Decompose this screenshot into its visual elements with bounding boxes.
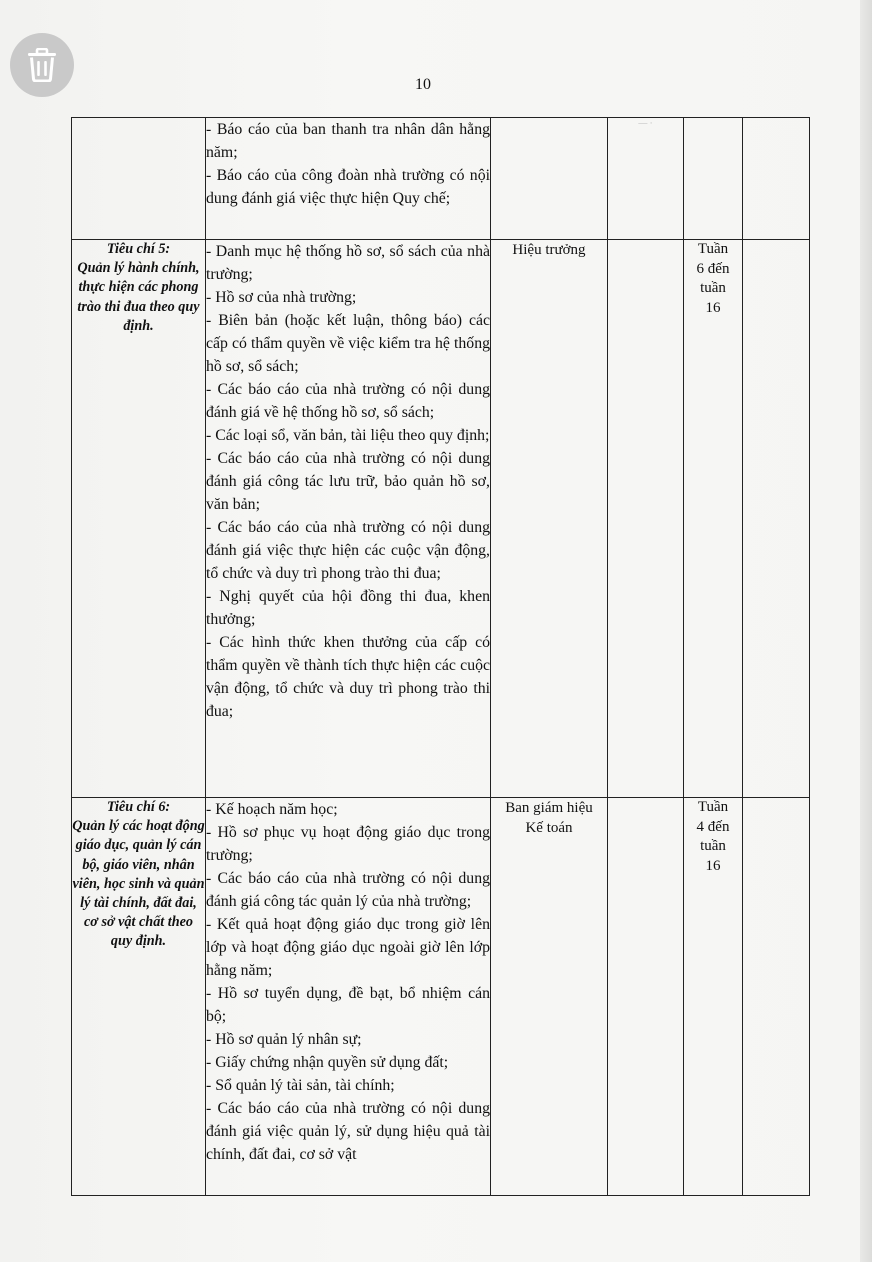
responsible-cell <box>491 798 608 1196</box>
evidence-cell <box>206 240 491 798</box>
notes-cell <box>743 798 810 1196</box>
blank-cell <box>608 798 684 1196</box>
responsible-line: Ban giám hiệu <box>505 800 593 816</box>
evidence-item: - Kế hoạch năm học; <box>206 801 338 818</box>
responsible-line: Hiệu trưởng <box>512 242 586 258</box>
timeline-cell <box>684 240 743 798</box>
table-row <box>72 240 810 798</box>
criterion-text: Quản lý các hoạt động giáo dục, quản lý cán bộ, giáo viên, nhân viên, học sinh và quản lý tài chính, đất đai, cơ sở vật chất theo quy định. <box>72 818 205 950</box>
evidence-item: - Các báo cáo của nhà trường có nội dung đánh giá về hệ thống hồ sơ, sổ sách; <box>206 381 490 421</box>
timeline-cell <box>684 798 743 1196</box>
timeline-line: Tuần <box>697 241 729 257</box>
evidence-item: - Hồ sơ tuyển dụng, đề bạt, bổ nhiệm cán bộ; <box>206 985 490 1025</box>
evidence-item: - Danh mục hệ thống hồ sơ, sổ sách của nhà trường; <box>206 243 490 283</box>
criterion-label: Tiêu chí 6: <box>106 799 171 815</box>
table-row <box>72 118 810 240</box>
notes-cell <box>743 240 810 798</box>
criteria-table <box>71 117 810 1196</box>
table-row <box>72 798 810 1196</box>
timeline-line: Tuần <box>697 799 729 815</box>
responsible-line: Kế toán <box>525 820 573 836</box>
evidence-item: - Hồ sơ phục vụ hoạt động giáo dục trong trường; <box>206 824 490 864</box>
evidence-item: - Biên bản (hoặc kết luận, thông báo) các cấp có thẩm quyền về việc kiểm tra hệ thống hồ sơ, sổ sách; <box>206 312 490 375</box>
criterion-cell <box>72 240 206 798</box>
evidence-item: - Nghị quyết của hội đồng thi đua, khen thưởng; <box>206 588 490 628</box>
criterion-cell <box>72 118 206 240</box>
blank-cell <box>608 240 684 798</box>
timeline-line: 16 <box>705 299 721 316</box>
timeline-line: 16 <box>705 857 721 874</box>
evidence-item: - Kết quả hoạt động giáo dục trong giờ lên lớp và hoạt động giáo dục ngoài giờ lên lớp hằng năm; <box>206 916 490 979</box>
evidence-item: - Sổ quản lý tài sản, tài chính; <box>206 1077 395 1094</box>
blank-cell <box>608 118 684 240</box>
criterion-label: Tiêu chí 5: <box>106 241 171 257</box>
evidence-item: - Hồ sơ quản lý nhân sự; <box>206 1031 362 1048</box>
notes-cell <box>743 118 810 240</box>
evidence-item: - Các hình thức khen thưởng của cấp có thẩm quyền về thành tích thực hiện các cuộc vận động, tổ chức và duy trì phong trào thi đua; <box>206 634 490 720</box>
evidence-item: - Hồ sơ của nhà trường; <box>206 289 357 306</box>
evidence-item: - Các báo cáo của nhà trường có nội dung đánh giá việc thực hiện các cuộc vận động, tổ chức và duy trì phong trào thi đua; <box>206 519 490 582</box>
evidence-item: - Các loại sổ, văn bản, tài liệu theo quy định; <box>206 427 490 444</box>
timeline-line: 4 đến <box>696 818 730 835</box>
criterion-text: Quản lý hành chính, thực hiện các phong trào thi đua theo quy định. <box>77 260 200 334</box>
timeline-cell <box>684 118 743 240</box>
evidence-cell <box>206 118 491 240</box>
evidence-item: - Các báo cáo của nhà trường có nội dung đánh giá việc quản lý, sử dụng hiệu quả tài chính, đất đai, cơ sở vật <box>206 1100 490 1163</box>
page-number: 10 <box>415 76 431 93</box>
evidence-item: - Báo cáo của công đoàn nhà trường có nội dung đánh giá việc thực hiện Quy chế; <box>206 167 490 207</box>
responsible-cell <box>491 118 608 240</box>
timeline-line: 6 đến <box>696 260 730 277</box>
page-edge-shadow <box>860 0 872 1262</box>
timeline-line: tuần <box>700 280 726 296</box>
evidence-item: - Các báo cáo của nhà trường có nội dung đánh giá công tác lưu trữ, bảo quản hồ sơ, văn bản; <box>206 450 490 513</box>
evidence-item: - Các báo cáo của nhà trường có nội dung đánh giá công tác quản lý của nhà trường; <box>206 870 490 910</box>
criterion-cell <box>72 798 206 1196</box>
evidence-cell <box>206 798 491 1196</box>
responsible-cell <box>491 240 608 798</box>
timeline-line: tuần <box>700 838 726 854</box>
faint-mark: — · <box>638 118 653 128</box>
evidence-item: - Báo cáo của ban thanh tra nhân dân hằng năm; <box>206 121 490 161</box>
evidence-item: - Giấy chứng nhận quyền sử dụng đất; <box>206 1054 449 1071</box>
